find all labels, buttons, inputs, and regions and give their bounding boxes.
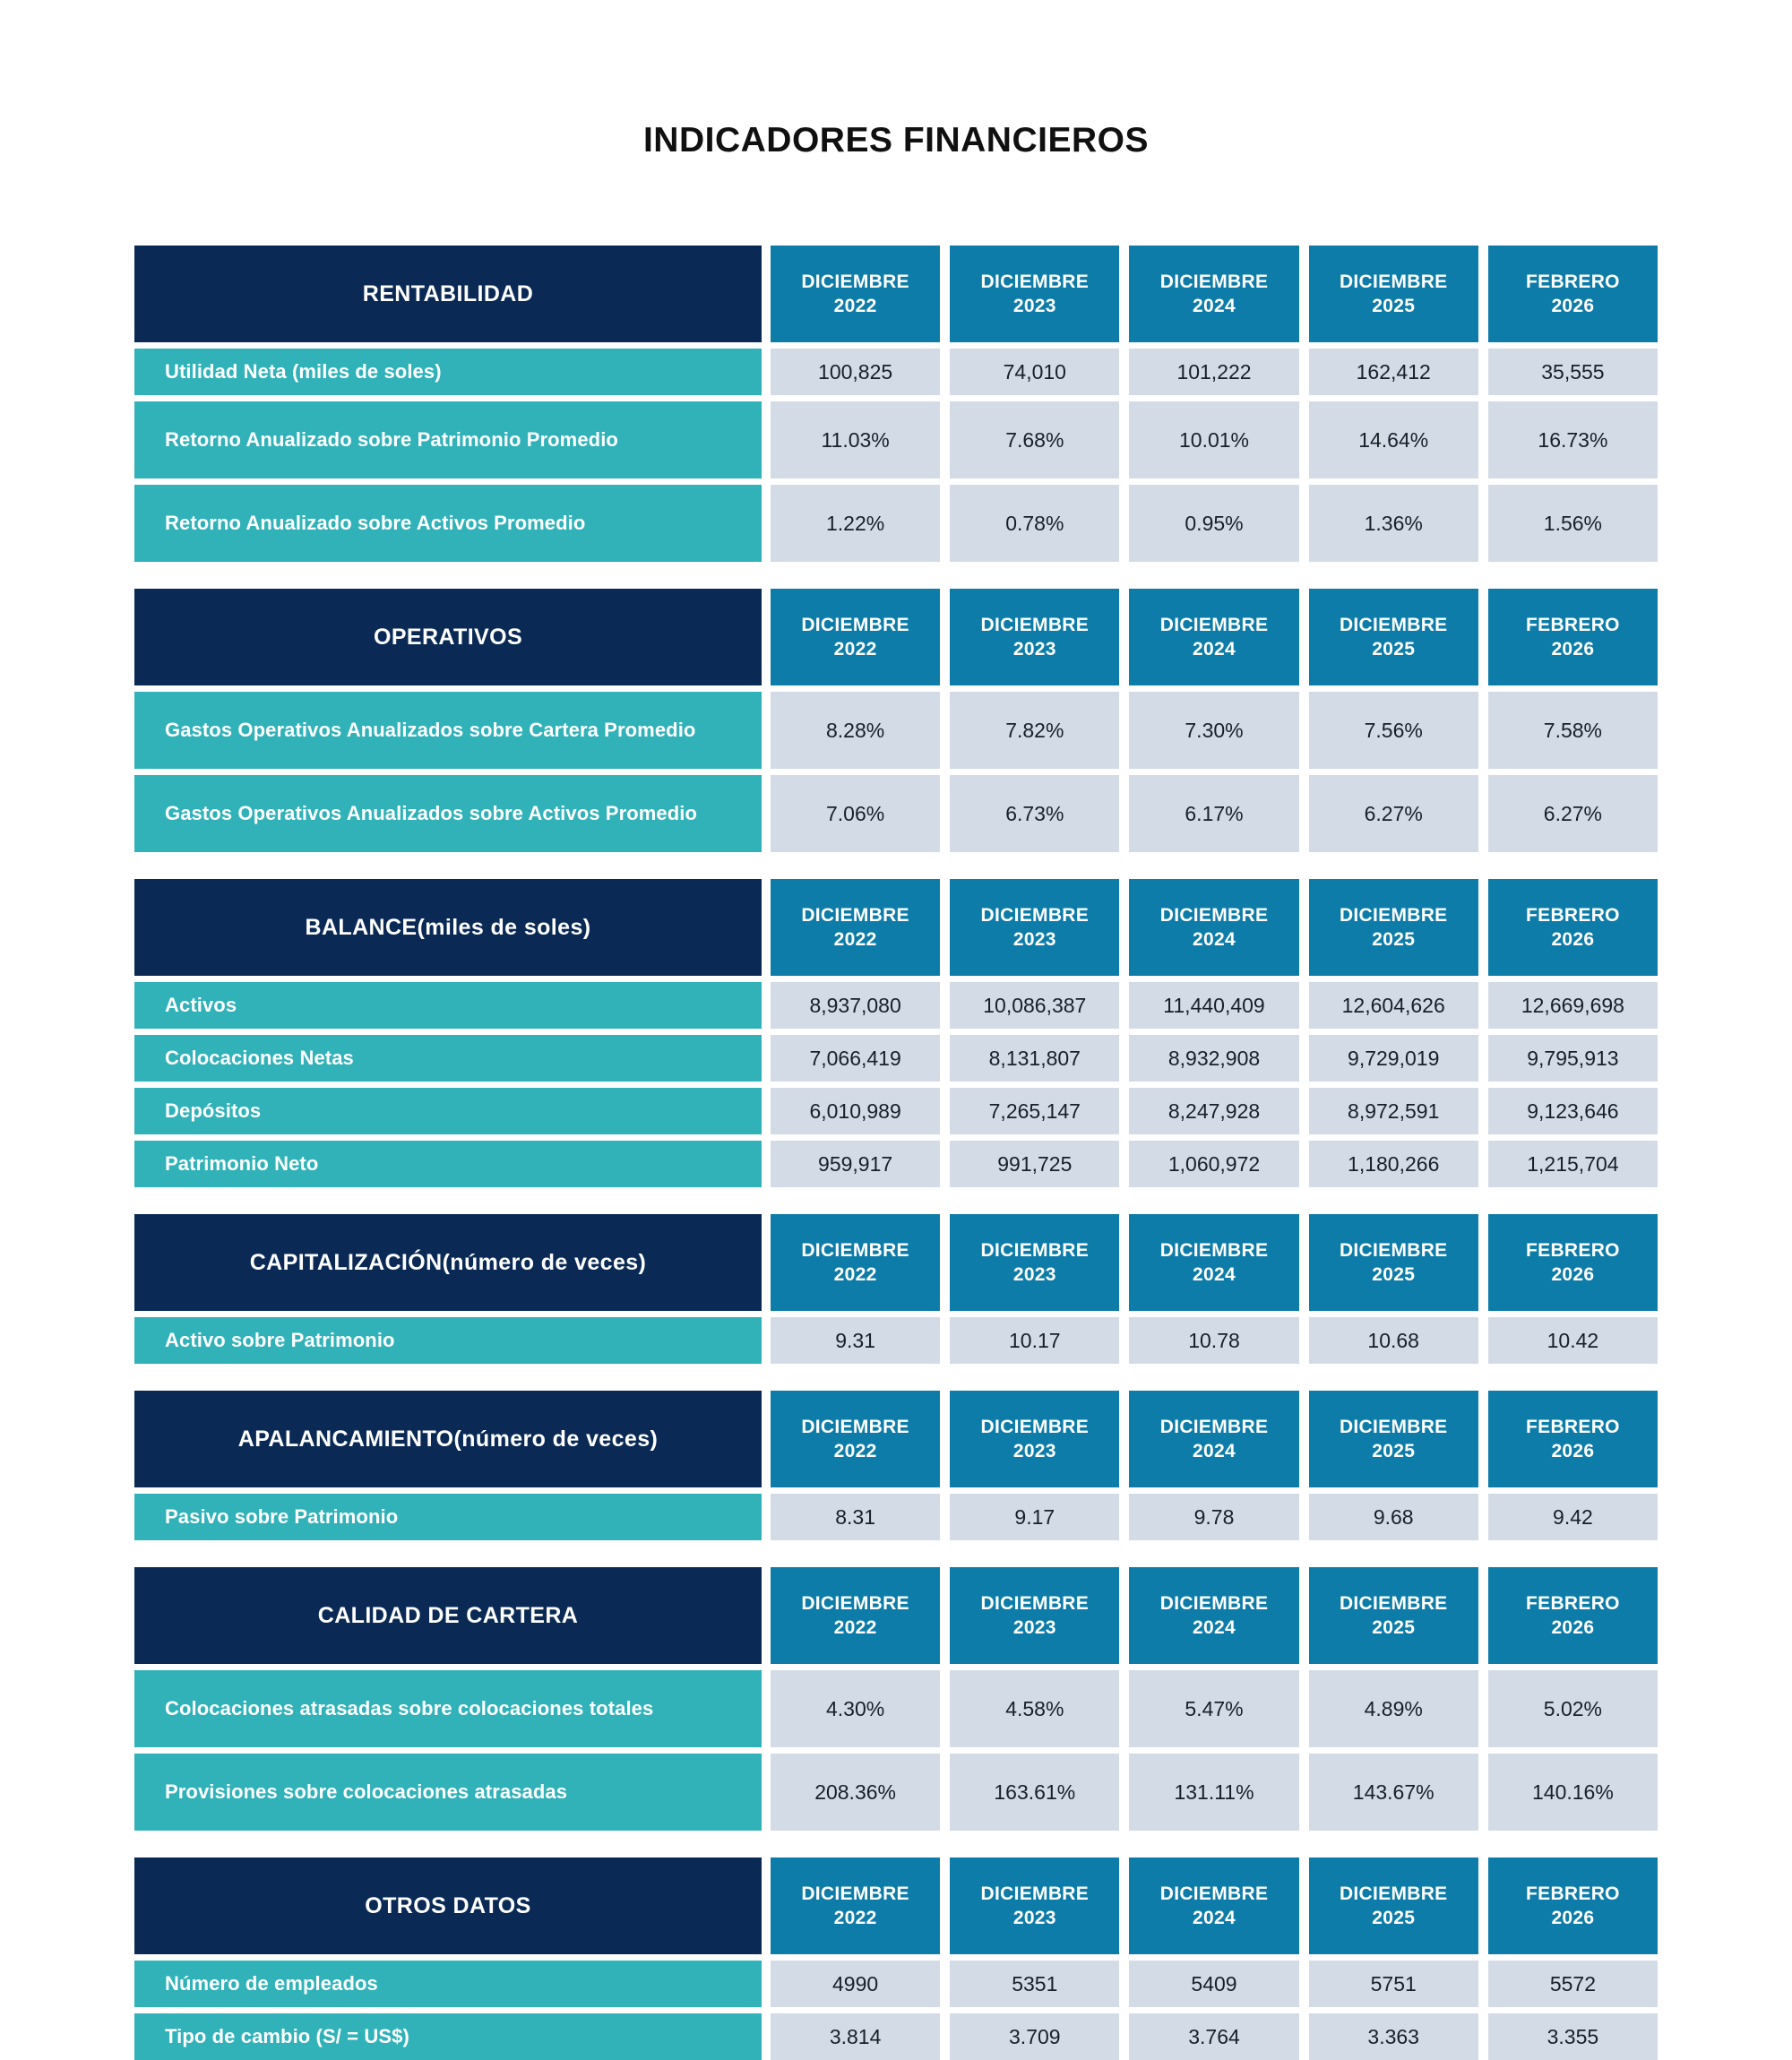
period-year: 2025 — [1372, 639, 1416, 659]
period-header-2026 — [1488, 1214, 1658, 1311]
cell-value: 3.814 — [771, 2013, 940, 2060]
section-rentabilidad — [134, 246, 1658, 562]
period-year: 2022 — [833, 296, 877, 316]
period-header-2023 — [950, 879, 1119, 976]
section-title — [134, 1857, 762, 1954]
cell-value: 14.64% — [1309, 401, 1478, 478]
period-header-2023 — [950, 1857, 1119, 1954]
period-year: 2023 — [1012, 1908, 1056, 1928]
table-row — [134, 692, 1658, 769]
cell-value: 143.67% — [1309, 1754, 1478, 1831]
period-year: 2022 — [833, 639, 877, 659]
period-month: DICIEMBRE — [801, 271, 909, 292]
period-header-2025 — [1309, 589, 1478, 685]
period-header-group — [771, 1567, 1658, 1664]
cell-value: 208.36% — [771, 1754, 940, 1831]
period-month: DICIEMBRE — [1339, 1239, 1448, 1261]
cell-value: 163.61% — [950, 1754, 1119, 1831]
period-year: 2025 — [1372, 1441, 1416, 1461]
indicators-table — [134, 160, 1658, 2060]
row-values — [771, 692, 1658, 769]
cell-value: 7,066,419 — [771, 1035, 940, 1082]
cell-value: 1.22% — [771, 485, 940, 562]
period-year: 2022 — [833, 929, 877, 950]
cell-value: 12,669,698 — [1488, 982, 1658, 1029]
cell-value: 7.82% — [950, 692, 1119, 769]
period-header-2022 — [771, 589, 940, 685]
period-header-2026 — [1488, 1567, 1658, 1664]
cell-value: 0.78% — [950, 485, 1119, 562]
cell-value: 5409 — [1129, 1961, 1298, 2007]
period-header-2022 — [771, 1391, 940, 1487]
row-label: Colocaciones Netas — [134, 1035, 762, 1082]
row-label: Retorno Anualizado sobre Patrimonio Promedio — [134, 401, 762, 478]
section-capitalizacion — [134, 1214, 1658, 1364]
row-label: Patrimonio Neto — [134, 1141, 762, 1187]
period-month: DICIEMBRE — [1159, 614, 1269, 635]
cell-value: 1.56% — [1488, 485, 1658, 562]
period-month: DICIEMBRE — [980, 904, 1090, 926]
period-year: 2025 — [1372, 296, 1416, 316]
table-row — [134, 1088, 1658, 1134]
cell-value: 1,215,704 — [1488, 1141, 1658, 1187]
cell-value: 5351 — [950, 1961, 1119, 2007]
cell-value: 8,247,928 — [1129, 1088, 1298, 1134]
section-title-sub: (número de veces) — [453, 1426, 659, 1452]
section-apalancamiento — [134, 1391, 1658, 1540]
period-year: 2024 — [1193, 1617, 1236, 1638]
row-label: Activo sobre Patrimonio — [134, 1317, 762, 1364]
cell-value: 7,265,147 — [950, 1088, 1119, 1134]
period-year: 2024 — [1193, 1264, 1236, 1285]
cell-value: 3.355 — [1488, 2013, 1658, 2060]
period-year: 2026 — [1551, 1617, 1595, 1638]
row-label: Depósitos — [134, 1088, 762, 1134]
cell-value: 4.30% — [771, 1670, 940, 1747]
period-year: 2024 — [1193, 1441, 1236, 1461]
period-year: 2022 — [833, 1617, 877, 1638]
row-label: Tipo de cambio (S/ = US$) — [134, 2013, 762, 2060]
section-title-main: OTROS DATOS — [365, 1893, 531, 1918]
cell-value: 7.56% — [1309, 692, 1478, 769]
period-month: FEBRERO — [1526, 1416, 1620, 1437]
cell-value: 9.78 — [1129, 1494, 1298, 1540]
cell-value: 4990 — [771, 1961, 940, 2007]
period-year: 2026 — [1551, 1264, 1595, 1285]
cell-value: 12,604,626 — [1309, 982, 1478, 1029]
row-label: Activos — [134, 982, 762, 1029]
cell-value: 5.02% — [1488, 1670, 1658, 1747]
row-label: Número de empleados — [134, 1961, 762, 2007]
table-row — [134, 485, 1658, 562]
row-values — [771, 401, 1658, 478]
period-year: 2024 — [1193, 929, 1236, 950]
page-title: INDICADORES FINANCIEROS — [642, 121, 1150, 159]
cell-value: 10.42 — [1488, 1317, 1658, 1364]
cell-value: 131.11% — [1129, 1754, 1298, 1831]
cell-value: 9.31 — [771, 1317, 940, 1364]
section-title-main: BALANCE — [305, 915, 418, 940]
table-row — [134, 982, 1658, 1029]
period-header-2024 — [1129, 1857, 1298, 1954]
period-month: DICIEMBRE — [980, 1883, 1090, 1904]
cell-value: 8,131,807 — [950, 1035, 1119, 1082]
row-label: Retorno Anualizado sobre Activos Promedio — [134, 485, 762, 562]
period-header-2023 — [950, 1391, 1119, 1487]
section-balance — [134, 879, 1658, 1187]
period-month: DICIEMBRE — [801, 1239, 909, 1261]
period-header-2024 — [1129, 246, 1298, 342]
cell-value: 16.73% — [1488, 401, 1658, 478]
period-year: 2025 — [1372, 1264, 1416, 1285]
period-month: DICIEMBRE — [1159, 904, 1269, 926]
cell-value: 7.30% — [1129, 692, 1298, 769]
row-values — [771, 982, 1658, 1029]
period-month: FEBRERO — [1526, 271, 1620, 292]
cell-value: 9,123,646 — [1488, 1088, 1658, 1134]
period-year: 2024 — [1193, 296, 1236, 316]
section-title-main: CAPITALIZACIÓN — [249, 1250, 443, 1275]
period-month: DICIEMBRE — [801, 904, 909, 926]
cell-value: 1.36% — [1309, 485, 1478, 562]
period-year: 2026 — [1551, 929, 1595, 950]
cell-value: 8,932,908 — [1129, 1035, 1298, 1082]
period-header-group — [771, 1214, 1658, 1311]
period-header-2022 — [771, 879, 940, 976]
section-title-sub: (miles de soles) — [417, 915, 591, 940]
cell-value: 11,440,409 — [1129, 982, 1298, 1029]
period-header-group — [771, 589, 1658, 685]
table-row — [134, 1670, 1658, 1747]
period-year: 2022 — [833, 1264, 877, 1285]
cell-value: 162,412 — [1309, 349, 1478, 395]
period-header-2025 — [1309, 1214, 1478, 1311]
cell-value: 4.58% — [950, 1670, 1119, 1747]
cell-value: 1,180,266 — [1309, 1141, 1478, 1187]
section-title — [134, 1391, 762, 1487]
cell-value: 5.47% — [1129, 1670, 1298, 1747]
period-month: FEBRERO — [1526, 1883, 1620, 1904]
period-header-group — [771, 246, 1658, 342]
period-year: 2025 — [1372, 1908, 1416, 1928]
period-header-2026 — [1488, 1391, 1658, 1487]
period-month: DICIEMBRE — [1159, 271, 1269, 292]
cell-value: 3.709 — [950, 2013, 1119, 2060]
cell-value: 8.28% — [771, 692, 940, 769]
period-month: DICIEMBRE — [980, 1239, 1090, 1261]
section-title — [134, 246, 762, 342]
cell-value: 991,725 — [950, 1141, 1119, 1187]
section-otros-datos — [134, 1857, 1658, 2060]
row-label: Pasivo sobre Patrimonio — [134, 1494, 762, 1540]
cell-value: 6.27% — [1309, 775, 1478, 852]
cell-value: 9,729,019 — [1309, 1035, 1478, 1082]
table-row — [134, 1961, 1658, 2007]
cell-value: 11.03% — [771, 401, 940, 478]
period-header-2024 — [1129, 1391, 1298, 1487]
cell-value: 8,972,591 — [1309, 1088, 1478, 1134]
period-month: DICIEMBRE — [1339, 614, 1448, 635]
period-month: DICIEMBRE — [1159, 1239, 1269, 1261]
cell-value: 9.17 — [950, 1494, 1119, 1540]
period-year: 2024 — [1193, 639, 1236, 659]
table-row — [134, 349, 1658, 395]
cell-value: 8.31 — [771, 1494, 940, 1540]
period-header-2023 — [950, 1567, 1119, 1664]
period-year: 2025 — [1372, 929, 1416, 950]
cell-value: 3.764 — [1129, 2013, 1298, 2060]
row-label: Gastos Operativos Anualizados sobre Cartera Promedio — [134, 692, 762, 769]
cell-value: 959,917 — [771, 1141, 940, 1187]
cell-value: 1,060,972 — [1129, 1141, 1298, 1187]
section-title-main: APALANCAMIENTO — [237, 1426, 454, 1452]
period-year: 2024 — [1193, 1908, 1236, 1928]
period-month: DICIEMBRE — [980, 1592, 1090, 1614]
period-header-group — [771, 879, 1658, 976]
section-title-main: RENTABILIDAD — [362, 281, 534, 306]
cell-value: 140.16% — [1488, 1754, 1658, 1831]
period-header-2022 — [771, 1857, 940, 1954]
period-month: DICIEMBRE — [801, 614, 909, 635]
period-header-2025 — [1309, 246, 1478, 342]
period-year: 2026 — [1551, 1441, 1595, 1461]
table-row — [134, 1035, 1658, 1082]
period-month: DICIEMBRE — [980, 1416, 1090, 1437]
period-header-group — [771, 1391, 1658, 1487]
cell-value: 6.73% — [950, 775, 1119, 852]
period-month: DICIEMBRE — [801, 1416, 909, 1437]
row-label: Utilidad Neta (miles de soles) — [134, 349, 762, 395]
section-title-sub: (número de veces) — [442, 1250, 647, 1275]
period-year: 2023 — [1012, 929, 1056, 950]
section-title — [134, 589, 762, 685]
cell-value: 101,222 — [1129, 349, 1298, 395]
row-values — [771, 775, 1658, 852]
period-month: DICIEMBRE — [1339, 904, 1448, 926]
row-values — [771, 2013, 1658, 2060]
period-month: DICIEMBRE — [801, 1592, 909, 1614]
period-header-2025 — [1309, 1567, 1478, 1664]
cell-value: 6,010,989 — [771, 1088, 940, 1134]
period-header-2022 — [771, 1567, 940, 1664]
cell-value: 6.27% — [1488, 775, 1658, 852]
period-month: DICIEMBRE — [980, 271, 1090, 292]
section-header-row — [134, 879, 1658, 976]
period-year: 2026 — [1551, 1908, 1595, 1928]
cell-value: 9.68 — [1309, 1494, 1478, 1540]
section-calidad-de-cartera — [134, 1567, 1658, 1831]
cell-value: 7.68% — [950, 401, 1119, 478]
period-header-2023 — [950, 1214, 1119, 1311]
period-year: 2022 — [833, 1908, 877, 1928]
section-title-main: CALIDAD DE CARTERA — [317, 1603, 579, 1628]
row-values — [771, 349, 1658, 395]
period-header-2024 — [1129, 1214, 1298, 1311]
period-year: 2026 — [1551, 639, 1595, 659]
period-header-2025 — [1309, 1857, 1478, 1954]
period-month: FEBRERO — [1526, 614, 1620, 635]
cell-value: 9,795,913 — [1488, 1035, 1658, 1082]
period-month: FEBRERO — [1526, 1592, 1620, 1614]
period-header-2024 — [1129, 1567, 1298, 1664]
period-header-2023 — [950, 246, 1119, 342]
period-year: 2026 — [1551, 296, 1595, 316]
period-month: DICIEMBRE — [980, 614, 1090, 635]
row-values — [771, 1494, 1658, 1540]
table-row — [134, 775, 1658, 852]
period-month: DICIEMBRE — [1159, 1416, 1269, 1437]
cell-value: 8,937,080 — [771, 982, 940, 1029]
period-month: DICIEMBRE — [801, 1883, 909, 1904]
table-row — [134, 1317, 1658, 1364]
section-header-row — [134, 246, 1658, 342]
period-year: 2023 — [1012, 1617, 1056, 1638]
cell-value: 7.58% — [1488, 692, 1658, 769]
period-year: 2023 — [1012, 639, 1056, 659]
row-values — [771, 1670, 1658, 1747]
cell-value: 100,825 — [771, 349, 940, 395]
row-values — [771, 1035, 1658, 1082]
period-header-2025 — [1309, 1391, 1478, 1487]
section-header-row — [134, 1391, 1658, 1487]
period-month: DICIEMBRE — [1339, 271, 1448, 292]
period-month: DICIEMBRE — [1339, 1883, 1448, 1904]
row-label: Gastos Operativos Anualizados sobre Activos Promedio — [134, 775, 762, 852]
cell-value: 10.17 — [950, 1317, 1119, 1364]
cell-value: 4.89% — [1309, 1670, 1478, 1747]
row-label: Colocaciones atrasadas sobre colocaciones totales — [134, 1670, 762, 1747]
period-year: 2023 — [1012, 296, 1056, 316]
cell-value: 74,010 — [950, 349, 1119, 395]
section-operativos — [134, 589, 1658, 852]
table-row — [134, 401, 1658, 478]
cell-value: 6.17% — [1129, 775, 1298, 852]
period-year: 2023 — [1012, 1264, 1056, 1285]
cell-value: 5572 — [1488, 1961, 1658, 2007]
section-title — [134, 1214, 762, 1311]
section-header-row — [134, 1567, 1658, 1664]
row-values — [771, 1317, 1658, 1364]
section-title-main: OPERATIVOS — [373, 625, 523, 650]
period-year: 2025 — [1372, 1617, 1416, 1638]
row-label: Provisiones sobre colocaciones atrasadas — [134, 1754, 762, 1831]
period-year: 2022 — [833, 1441, 877, 1461]
period-header-2025 — [1309, 879, 1478, 976]
cell-value: 0.95% — [1129, 485, 1298, 562]
period-month: DICIEMBRE — [1339, 1592, 1448, 1614]
cell-value: 5751 — [1309, 1961, 1478, 2007]
period-year: 2023 — [1012, 1441, 1056, 1461]
row-values — [771, 1088, 1658, 1134]
period-month: DICIEMBRE — [1159, 1883, 1269, 1904]
section-header-row — [134, 1857, 1658, 1954]
section-header-row — [134, 1214, 1658, 1311]
period-month: DICIEMBRE — [1159, 1592, 1269, 1614]
period-header-group — [771, 1857, 1658, 1954]
period-month: FEBRERO — [1526, 1239, 1620, 1261]
cell-value: 7.06% — [771, 775, 940, 852]
period-header-2022 — [771, 246, 940, 342]
cell-value: 9.42 — [1488, 1494, 1658, 1540]
cell-value: 10.01% — [1129, 401, 1298, 478]
period-header-2026 — [1488, 1857, 1658, 1954]
period-header-2023 — [950, 589, 1119, 685]
period-month: FEBRERO — [1526, 904, 1620, 926]
table-row — [134, 2013, 1658, 2060]
row-values — [771, 1754, 1658, 1831]
period-header-2026 — [1488, 589, 1658, 685]
section-header-row — [134, 589, 1658, 685]
period-header-2024 — [1129, 589, 1298, 685]
cell-value: 3.363 — [1309, 2013, 1478, 2060]
period-header-2026 — [1488, 246, 1658, 342]
cell-value: 35,555 — [1488, 349, 1658, 395]
cell-value: 10.78 — [1129, 1317, 1298, 1364]
cell-value: 10.68 — [1309, 1317, 1478, 1364]
row-values — [771, 1961, 1658, 2007]
table-row — [134, 1494, 1658, 1540]
row-values — [771, 485, 1658, 562]
period-header-2024 — [1129, 879, 1298, 976]
section-title — [134, 879, 762, 976]
period-month: DICIEMBRE — [1339, 1416, 1448, 1437]
period-header-2022 — [771, 1214, 940, 1311]
row-values — [771, 1141, 1658, 1187]
table-row — [134, 1141, 1658, 1187]
table-row — [134, 1754, 1658, 1831]
section-title — [134, 1567, 762, 1664]
period-header-2026 — [1488, 879, 1658, 976]
cell-value: 10,086,387 — [950, 982, 1119, 1029]
